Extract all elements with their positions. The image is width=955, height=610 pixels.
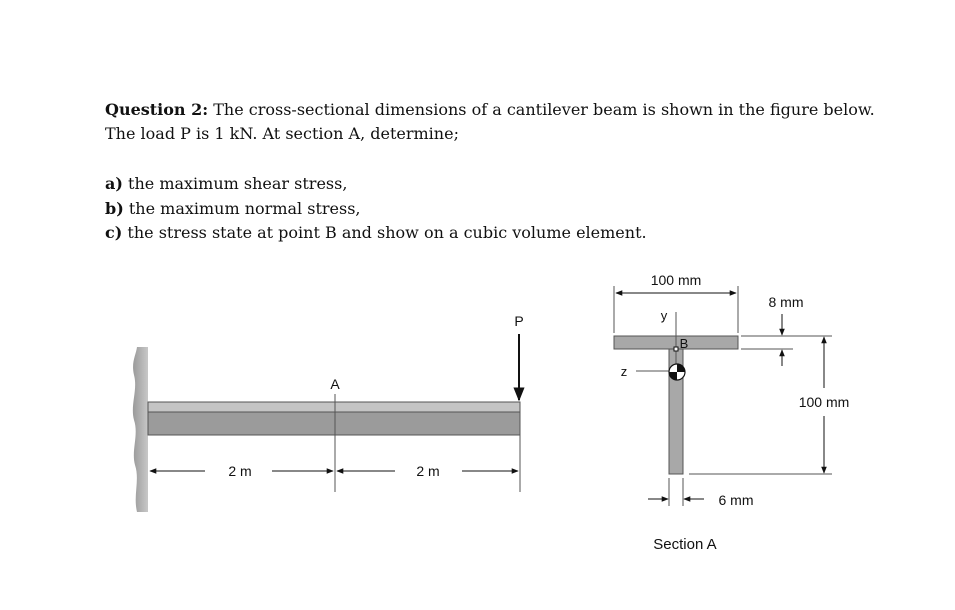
span2-label: 2 m <box>416 463 440 479</box>
web-thickness-label: 6 mm <box>718 492 754 508</box>
part-c-text: the stress state at point B and show on a cubic volume element. <box>127 223 647 242</box>
fixed-wall <box>133 347 148 512</box>
load-label: P <box>514 313 524 329</box>
part-a-text: the maximum shear stress, <box>128 174 348 193</box>
beam-figure <box>133 313 524 512</box>
part-b-text: the maximum normal stress, <box>128 198 361 218</box>
centroid-icon <box>669 364 685 380</box>
flange-thickness-label: 8 mm <box>768 294 804 310</box>
question-label: Question 2: <box>105 100 209 119</box>
part-b-label: b) <box>105 198 124 218</box>
depth-label: 100 mm <box>798 394 850 410</box>
part-a-label: a) <box>105 174 123 193</box>
point-b-label: B <box>679 336 689 351</box>
question-line-2: The load P is 1 kN. At section A, determine; <box>105 124 459 143</box>
flange-width-label: 100 mm <box>650 272 702 288</box>
section-caption: Section A <box>653 536 717 553</box>
z-axis-label: z <box>620 364 628 379</box>
part-c-label: c) <box>105 223 123 242</box>
point-b-marker <box>674 347 678 351</box>
y-axis-label: y <box>660 308 668 323</box>
section-a-label: A <box>330 376 340 392</box>
question-line-1: The cross-sectional dimensions of a cantilever beam is shown in the figure below. <box>213 100 875 119</box>
span1-label: 2 m <box>228 463 252 479</box>
beam-top-flange <box>148 402 520 412</box>
section-figure <box>614 272 849 553</box>
